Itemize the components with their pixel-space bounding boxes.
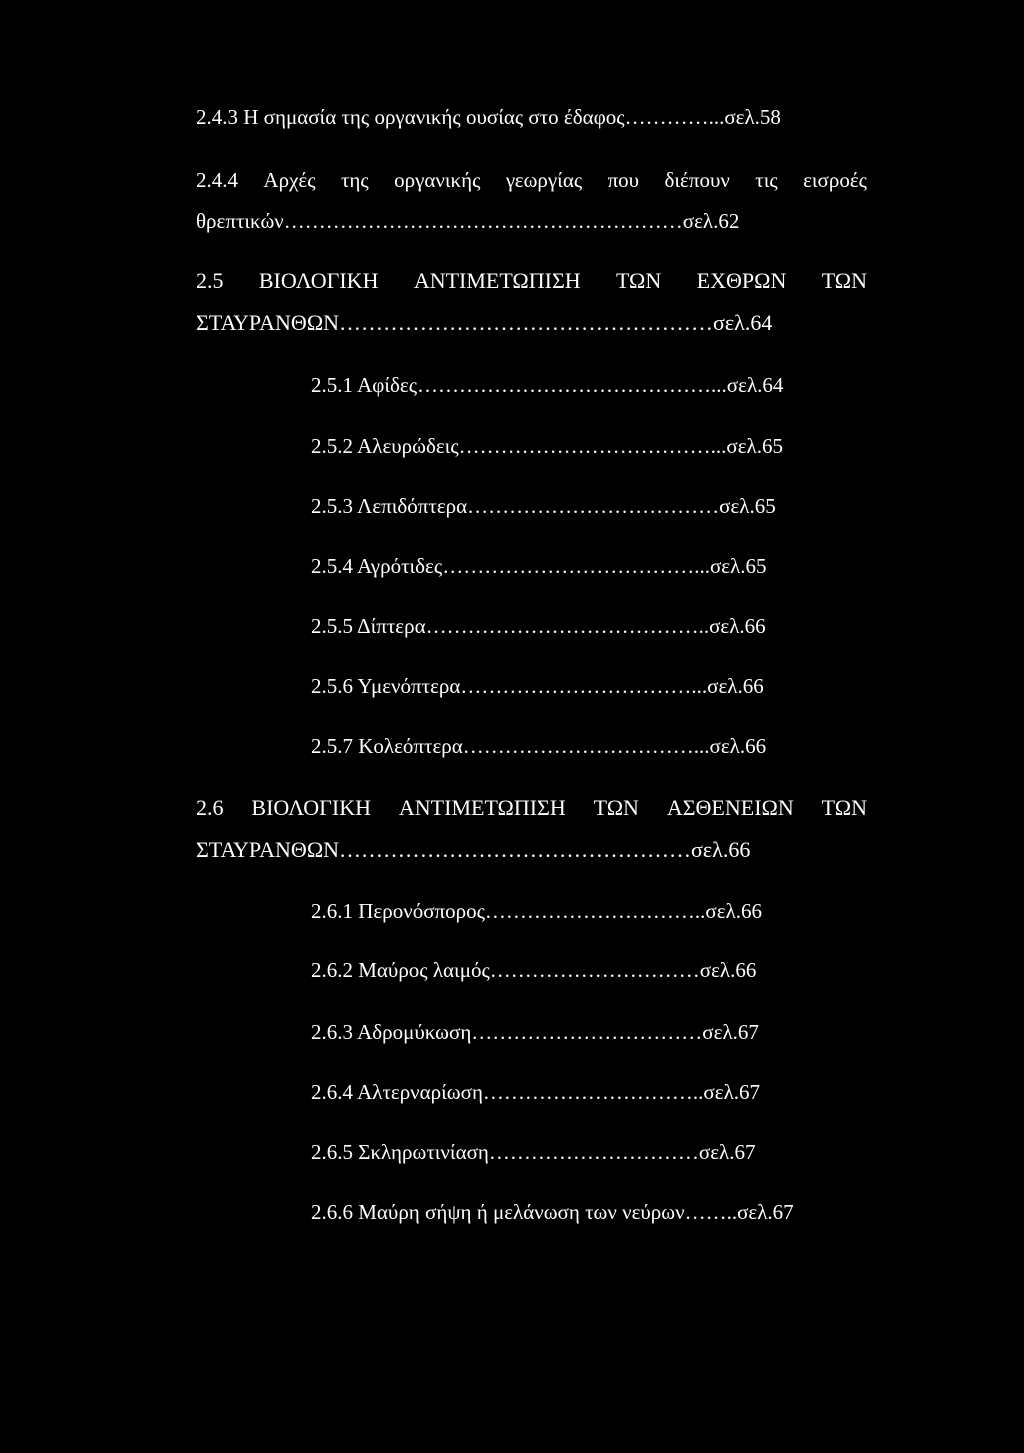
toc-entry-2-5-7: 2.5.7 Κολεόπτερα……………………………...σελ.66 (311, 734, 767, 758)
toc-word: ΤΩΝ (821, 268, 867, 293)
toc-entry-2-5-6: 2.5.6 Υμενόπτερα……………………………...σελ.66 (311, 674, 764, 698)
toc-word: εισροές (803, 168, 867, 192)
toc-word: που (607, 168, 640, 192)
toc-entry-2-5-4: 2.5.4 Αγρότιδες………………………………...σελ.65 (311, 554, 767, 578)
toc-entry-2-6-2: 2.6.2 Μαύρος λαιμός…………………………σελ.66 (311, 958, 757, 982)
toc-entry-2-5-line2: ΣΤΑΥΡΑΝΘΩΝ……………………………………………σελ.64 (196, 310, 773, 335)
toc-word: ΒΙΟΛΟΓΙΚΗ (258, 268, 379, 293)
toc-word: ΒΙΟΛΟΓΙΚΗ (251, 795, 371, 820)
toc-word: 2.6 (196, 795, 224, 820)
toc-word: ΑΝΤΙΜΕΤΩΠΙΣΗ (413, 268, 581, 293)
toc-word: γεωργίας (505, 168, 583, 192)
toc-word: ΤΩΝ (593, 795, 639, 820)
toc-word: ΑΣΘΕΝΕΙΩΝ (666, 795, 794, 820)
toc-word: 2.5 (196, 268, 224, 293)
toc-entry-2-4-3: 2.4.3 Η σημασία της οργανικής ουσίας στο έδαφος…………...σελ.58 (196, 105, 781, 129)
toc-entry-2-6-5: 2.6.5 Σκληρωτινίαση…………………………σελ.67 (311, 1140, 756, 1164)
toc-word: διέπουν (664, 168, 730, 192)
toc-word: ΑΝΤΙΜΕΤΩΠΙΣΗ (398, 795, 566, 820)
toc-entry-2-5-1: 2.5.1 Αφίδες……………………………………...σελ.64 (311, 373, 784, 397)
toc-entry-2-6-1: 2.6.1 Περονόσπορος…………………………..σελ.66 (311, 899, 762, 923)
toc-word: της (340, 168, 369, 192)
toc-entry-2-5-3: 2.5.3 Λεπιδόπτερα………………………………σελ.65 (311, 494, 776, 518)
toc-word: 2.4.4 (196, 168, 238, 192)
toc-entry-2-6-6: 2.6.6 Μαύρη σήψη ή μελάνωση των νεύρων……..σελ.67 (311, 1200, 794, 1224)
toc-entry-2-5-2: 2.5.2 Αλευρώδεις………………………………...σελ.65 (311, 434, 783, 458)
toc-word: Αρχές (263, 168, 316, 192)
toc-word: ΤΩΝ (821, 795, 867, 820)
toc-entry-2-6-3: 2.6.3 Αδρομύκωση……………………………σελ.67 (311, 1020, 759, 1044)
toc-entry-2-4-4-line2: θρεπτικών…………………………………………………σελ.62 (196, 209, 740, 233)
toc-entry-2-4-4-line1 (196, 167, 867, 193)
toc-entry-2-6-line2: ΣΤΑΥΡΑΝΘΩΝ…………………………………………σελ.66 (196, 837, 751, 862)
toc-entry-2-5-5: 2.5.5 Δίπτερα…………………………………..σελ.66 (311, 614, 766, 638)
toc-word: οργανικής (394, 168, 481, 192)
toc-entry-2-5-line1 (196, 268, 867, 294)
toc-entry-2-6-4: 2.6.4 Αλτερναρίωση…………………………..σελ.67 (311, 1080, 760, 1104)
toc-word: ΤΩΝ (616, 268, 662, 293)
toc-word: ΕΧΘΡΩΝ (696, 268, 787, 293)
toc-word: τις (755, 168, 778, 192)
toc-entry-2-6-line1 (196, 795, 867, 821)
